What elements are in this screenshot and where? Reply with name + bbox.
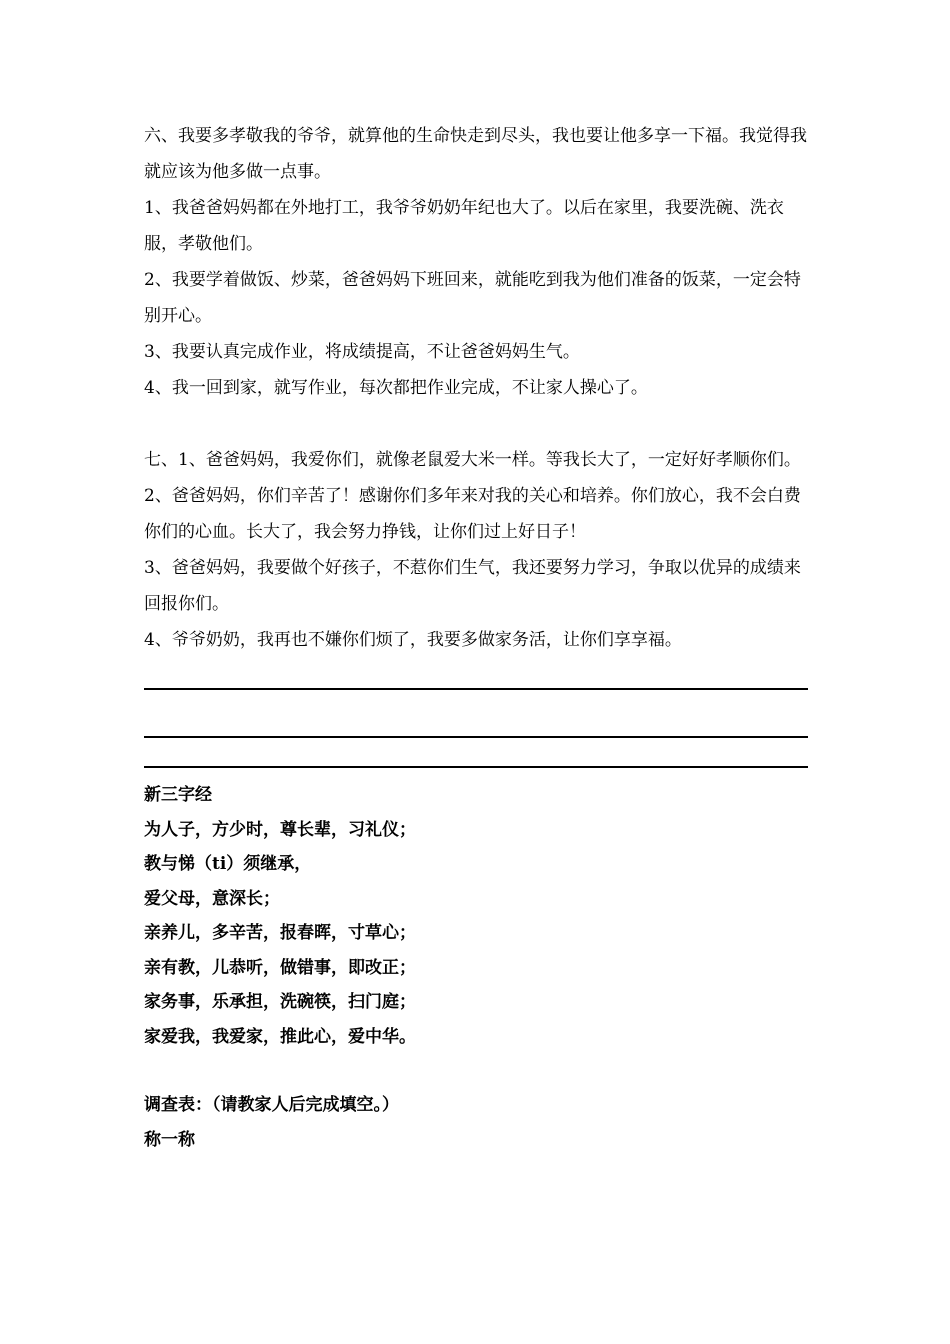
section6-item-1: 1、我爸爸妈妈都在外地打工，我爷爷奶奶年纪也大了。以后在家里，我要洗碗、洗衣服，孝敬他们。 [144,198,784,254]
section7-item-4: 4、爷爷奶奶，我再也不嫌你们烦了，我要多做家务活，让你们享享福。 [144,630,682,650]
spacer [144,768,808,778]
section6-item-3: 3、我要认真完成作业，将成绩提高，不让爸爸妈妈生气。 [144,342,580,362]
survey-title: 调查表：（请教家人后完成填空。） [144,1095,399,1115]
spacer [144,406,808,442]
spacer [144,690,808,736]
spacer [144,738,808,766]
sanzijing-line: 亲有教，儿恭听，做错事，即改正； [144,957,416,978]
sanzijing-line: 家爱我，我爱家，推此心，爱中华。 [144,1026,416,1047]
spacer [144,658,808,688]
section7-item-1: 七、1、爸爸妈妈，我爱你们，就像老鼠爱大米一样。等我长大了，一定好好孝顺你们。 [144,450,801,470]
section7-item-2: 2、爸爸妈妈，你们辛苦了！感谢你们多年来对我的关心和培养。你们放心，我不会白费你们的心血。长大了，我会努力挣钱，让你们过上好日子！ [144,486,801,542]
sanzijing-line: 教与悌（ti）须继承， [144,854,312,874]
spacer [144,1054,808,1088]
sanzijing-line: 家务事，乐承担，洗碗筷，扫门庭； [144,992,416,1012]
survey-subtitle: 称一称 [144,1129,195,1150]
sanzijing-line: 亲养儿，多辛苦，报春晖，寸草心； [144,923,416,943]
section7-item-3: 3、爸爸妈妈，我要做个好孩子，不惹你们生气，我还要努力学习，争取以优异的成绩来回报你们。 [144,558,801,614]
sanzijing-title: 新三字经 [144,785,212,805]
section6-item-2: 2、我要学着做饭、炒菜，爸爸妈妈下班回来，就能吃到我为他们准备的饭菜，一定会特别开心。 [144,270,801,326]
sanzijing-line: 为人子，方少时，尊长辈，习礼仪； [144,819,416,840]
document-page [144,118,808,1157]
section6-item-4: 4、我一回到家，就写作业，每次都把作业完成，不让家人操心了。 [144,378,648,398]
sanzijing-line: 爱父母，意深长； [144,888,280,909]
section6-intro: 六、我要多孝敬我的爷爷，就算他的生命快走到尽头，我也要让他多享一下福。我觉得我就应该为他多做一点事。 [144,126,807,182]
